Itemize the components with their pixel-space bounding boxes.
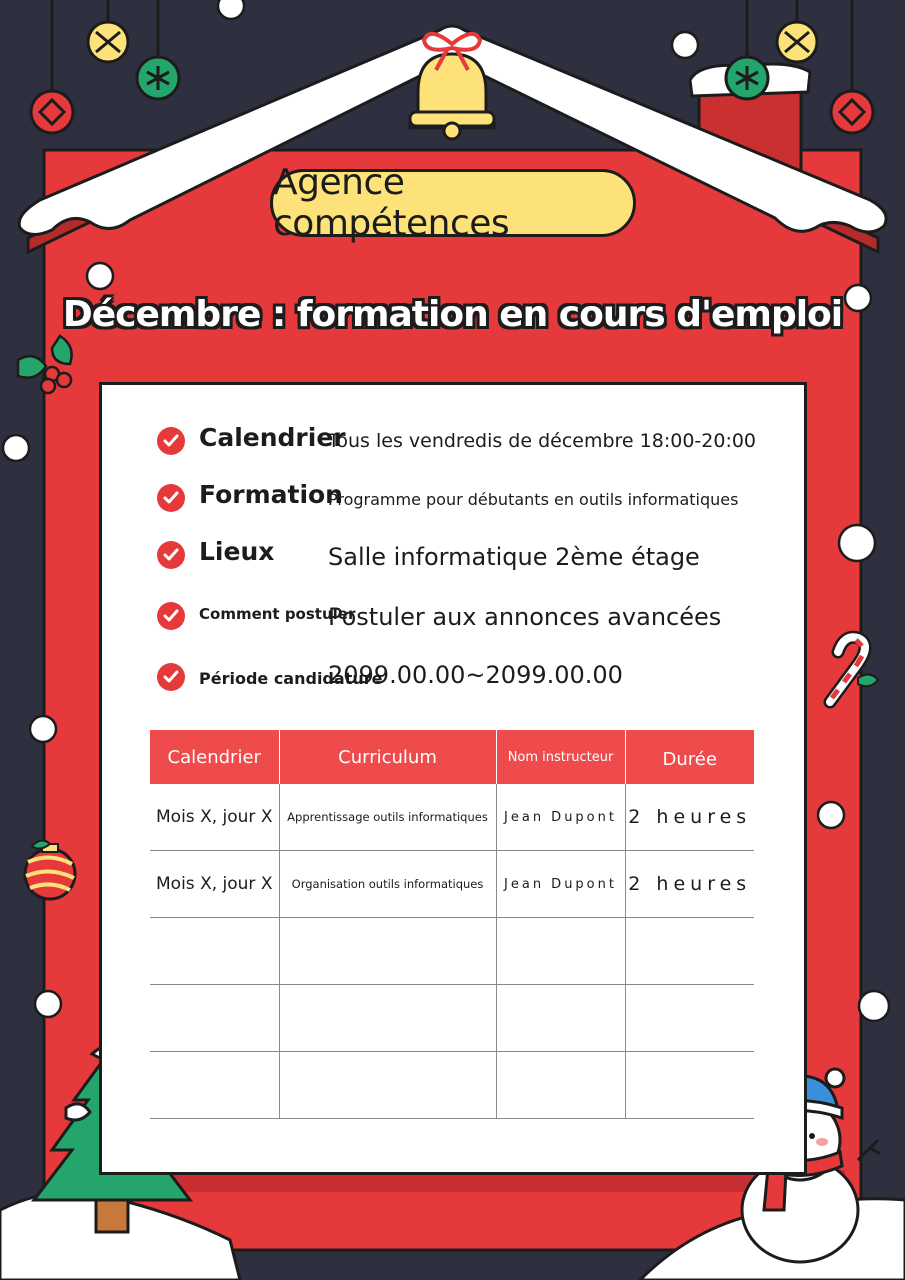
table-cell: Mois X, jour X bbox=[150, 851, 279, 918]
table-cell bbox=[150, 1052, 279, 1119]
info-value: Salle informatique 2ème étage bbox=[328, 543, 700, 571]
column-header-instructeur: Nom instructeur bbox=[496, 730, 625, 784]
info-label: Calendrier bbox=[199, 423, 346, 452]
column-header-curriculum: Curriculum bbox=[279, 730, 496, 784]
table-cell bbox=[496, 1052, 625, 1119]
table-row bbox=[150, 784, 754, 851]
table-cell bbox=[625, 985, 754, 1052]
info-label: Période candidature bbox=[199, 669, 383, 688]
check-icon bbox=[157, 602, 185, 630]
check-icon bbox=[157, 427, 185, 455]
table-cell bbox=[150, 918, 279, 985]
schedule-table bbox=[150, 730, 754, 1119]
table-cell: 2 heures bbox=[625, 851, 754, 918]
check-icon bbox=[157, 484, 185, 512]
table-cell bbox=[279, 985, 496, 1052]
check-icon bbox=[157, 663, 185, 691]
table-cell: Mois X, jour X bbox=[150, 784, 279, 851]
column-header-duree: Durée bbox=[625, 730, 754, 784]
table-cell bbox=[150, 985, 279, 1052]
table-row bbox=[150, 1052, 754, 1119]
page-subtitle: Décembre : formation en cours d'emploi bbox=[62, 294, 843, 335]
info-value: Programme pour débutants en outils informatiques bbox=[328, 490, 739, 509]
check-icon bbox=[157, 541, 185, 569]
table-cell: Jean Dupont bbox=[496, 784, 625, 851]
info-label: Comment postuler bbox=[199, 605, 356, 623]
info-value: 2099.00.00~2099.00.00 bbox=[328, 661, 623, 689]
column-header-calendrier: Calendrier bbox=[150, 730, 279, 784]
table-header-row bbox=[150, 730, 754, 784]
table-cell: Apprentissage outils informatiques bbox=[279, 784, 496, 851]
table-cell bbox=[279, 1052, 496, 1119]
agency-name-badge bbox=[270, 162, 636, 244]
table-cell: 2 heures bbox=[625, 784, 754, 851]
info-value: Postuler aux annonces avancées bbox=[328, 603, 722, 631]
hanging-ornaments-left bbox=[31, 0, 179, 133]
table-row bbox=[150, 985, 754, 1052]
table-cell: Jean Dupont bbox=[496, 851, 625, 918]
table-cell bbox=[496, 918, 625, 985]
table-row bbox=[150, 918, 754, 985]
table-row bbox=[150, 851, 754, 918]
agency-name: Agence compétences bbox=[273, 162, 510, 244]
table-cell bbox=[496, 985, 625, 1052]
info-value: Tous les vendredis de décembre 18:00-20:00 bbox=[328, 430, 757, 452]
info-label: Formation bbox=[199, 480, 343, 509]
info-label: Lieux bbox=[199, 537, 275, 566]
table-cell bbox=[279, 918, 496, 985]
table-cell: Organisation outils informatiques bbox=[279, 851, 496, 918]
table-cell bbox=[625, 918, 754, 985]
table-cell bbox=[625, 1052, 754, 1119]
